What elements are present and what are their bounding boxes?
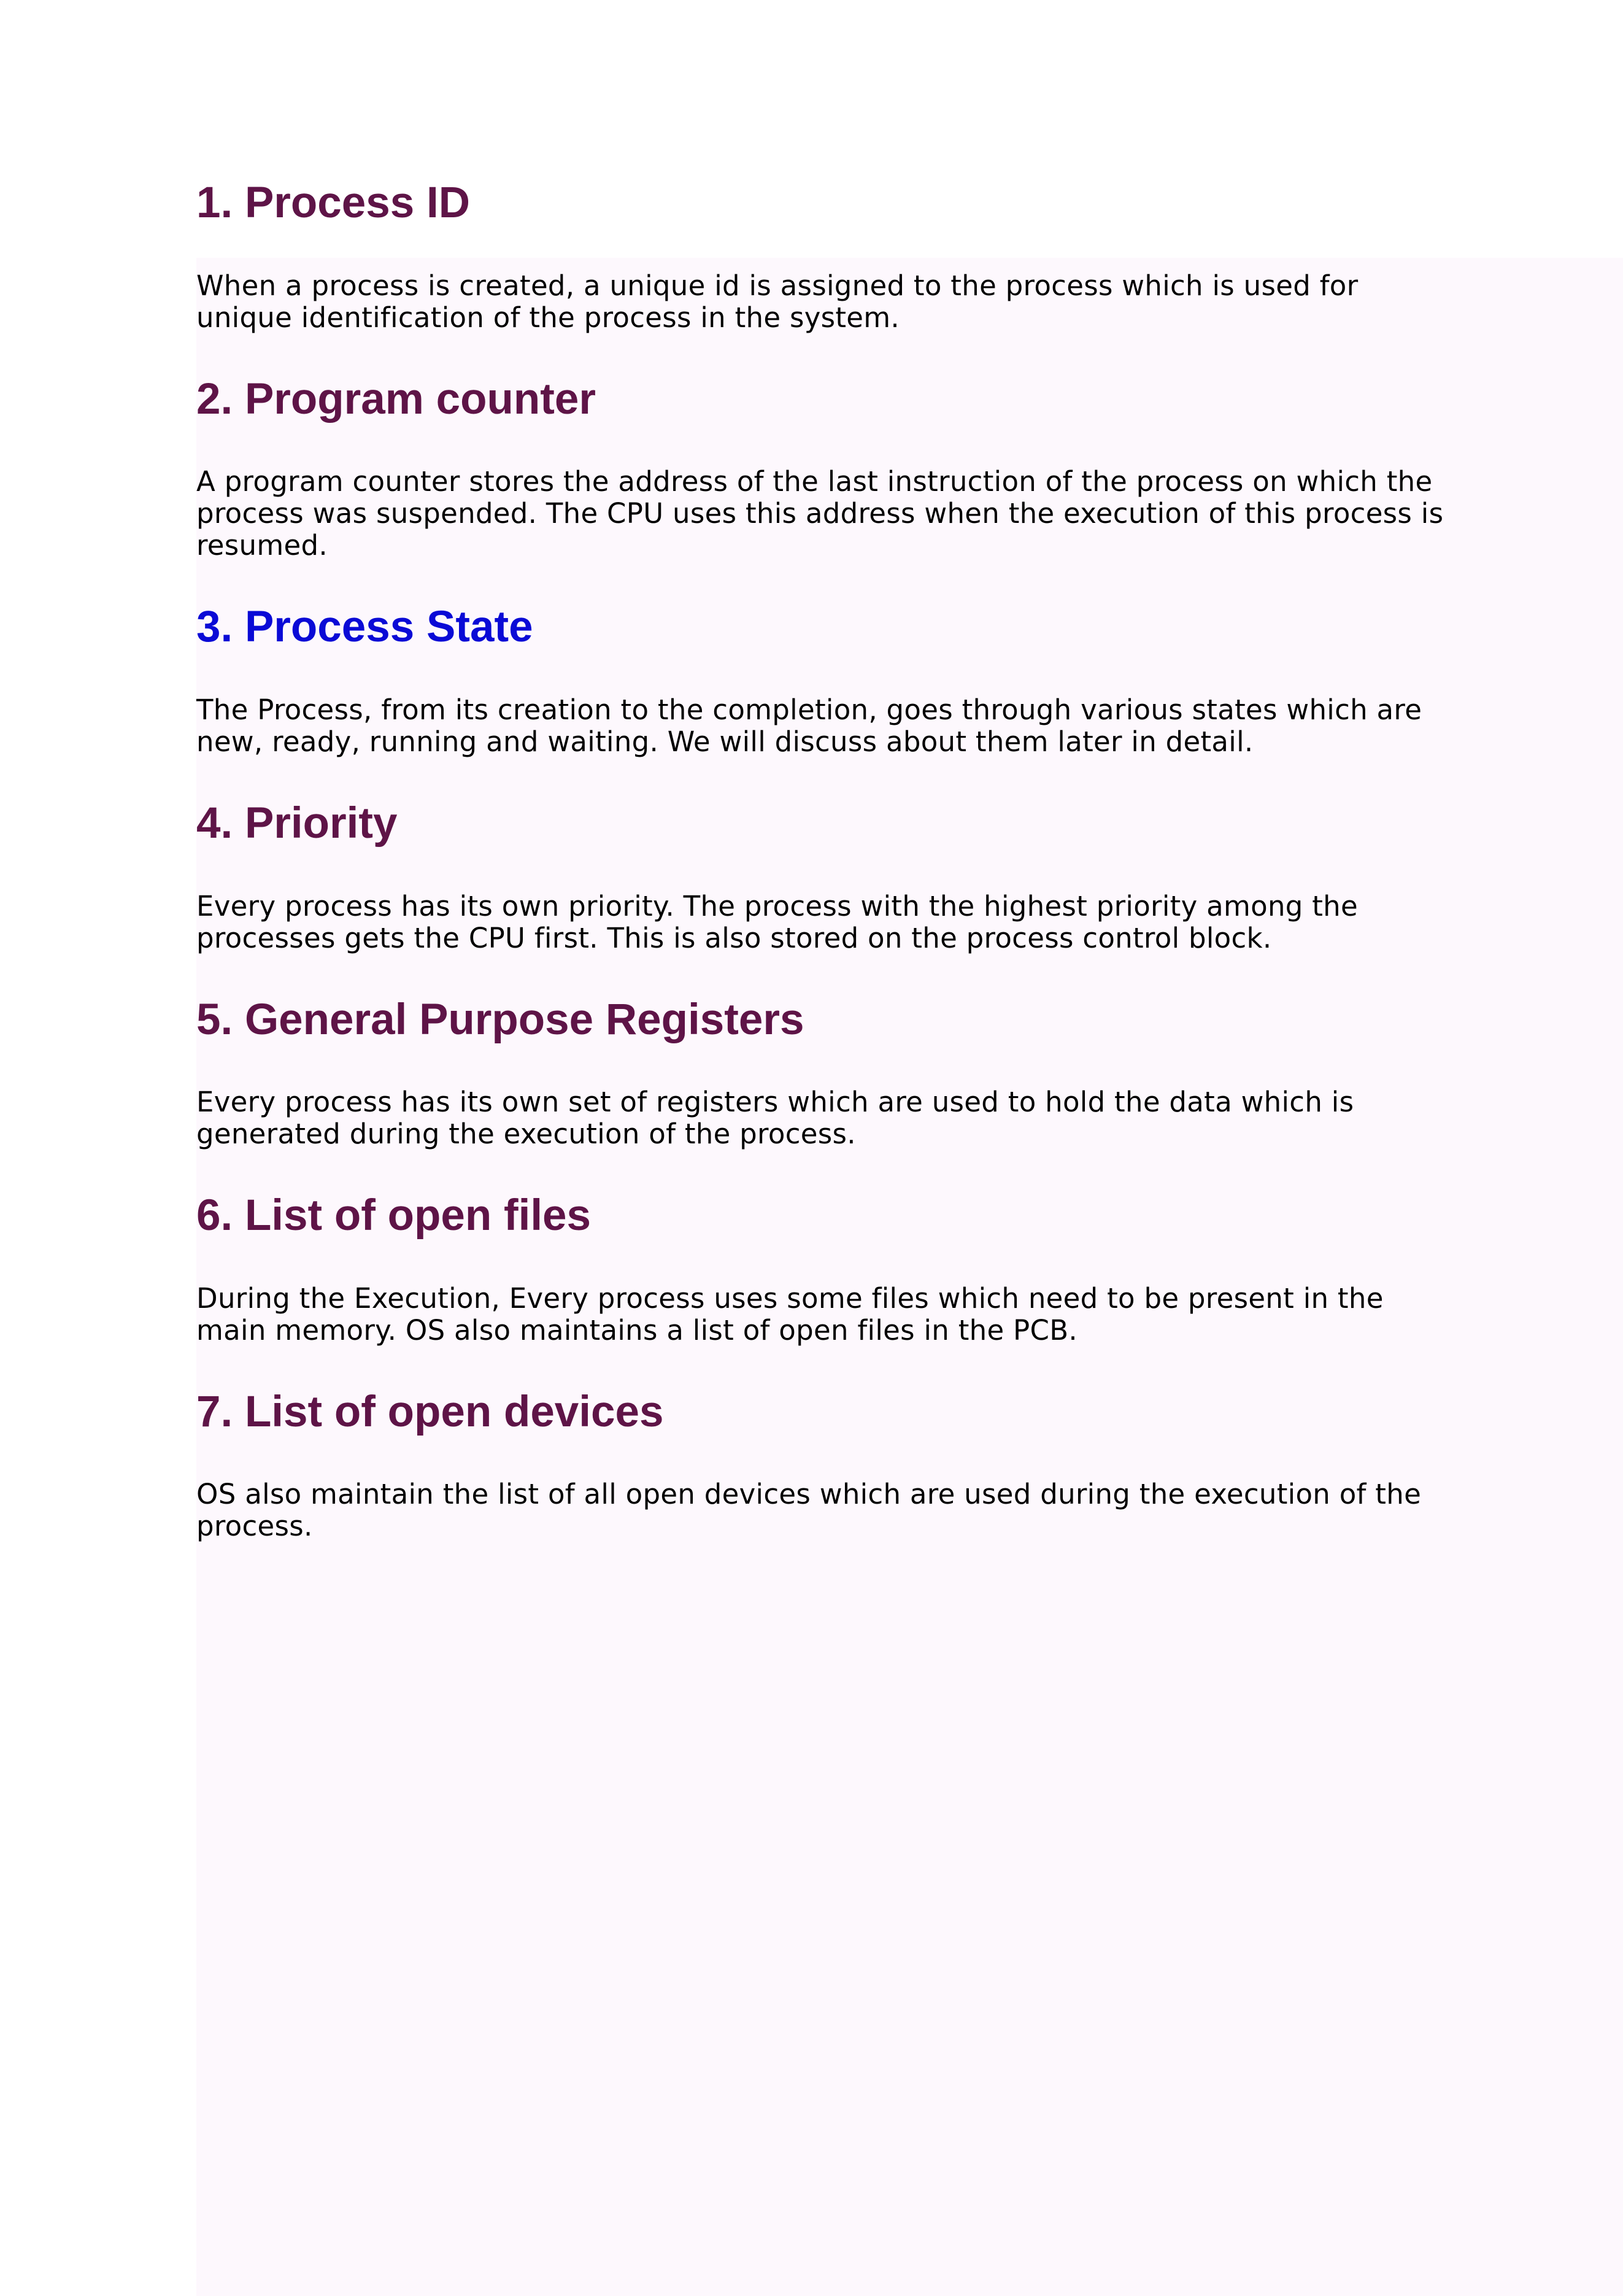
section-process-state (196, 602, 1454, 758)
section-body: The Process, from its creation to the completion, goes through various states which are new, ready, running and waiting. We will discuss about them later in detail. (196, 693, 1422, 758)
section-body: When a process is created, a unique id is assigned to the process which is used for unique identification of the process in the system. (196, 269, 1359, 334)
section-heading: 5. General Purpose Registers (196, 995, 804, 1044)
section-heading: 4. Priority (196, 798, 398, 848)
document-content (196, 178, 1454, 1583)
section-heading: 6. List of open files (196, 1191, 592, 1240)
section-list-of-open-files (196, 1191, 1454, 1347)
section-heading: 2. Program counter (196, 374, 596, 423)
section-body: OS also maintain the list of all open devices which are used during the execution of the process. (196, 1478, 1422, 1543)
section-general-purpose-registers (196, 995, 1454, 1151)
section-list-of-open-devices (196, 1387, 1454, 1543)
section-program-counter (196, 374, 1454, 562)
section-priority (196, 798, 1454, 954)
section-process-id (196, 178, 1454, 334)
section-heading: 7. List of open devices (196, 1387, 664, 1436)
section-body: Every process has its own set of registers which are used to hold the data which is generated during the execution of the process. (196, 1086, 1354, 1151)
section-heading: 1. Process ID (196, 179, 470, 227)
section-heading: 3. Process State (196, 603, 533, 652)
section-body: During the Execution, Every process uses some files which need to be present in the main memory. OS also maintains a list of open files in the PCB. (196, 1281, 1384, 1347)
section-body: A program counter stores the address of the last instruction of the process on which the process was suspended. The CPU uses this address when the execution of this process is resumed. (196, 465, 1444, 562)
section-body: Every process has its own priority. The process with the highest priority among the processes gets the CPU first. This is also stored on the process control block. (196, 889, 1358, 954)
